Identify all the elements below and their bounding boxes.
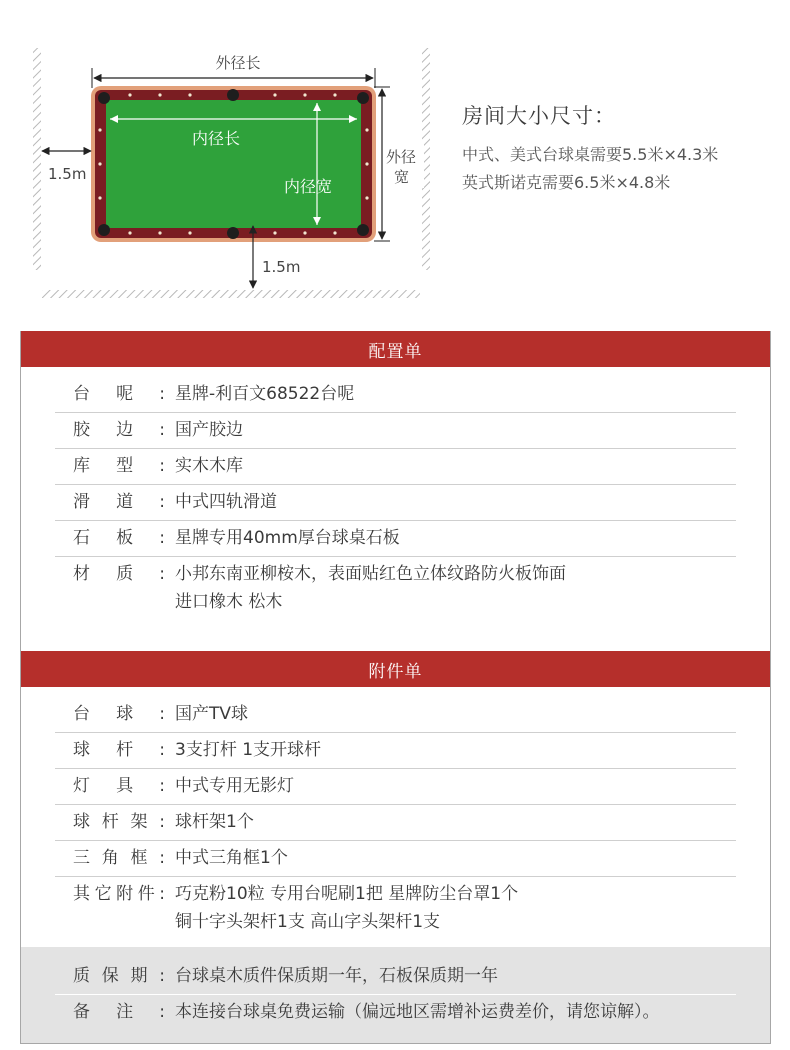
config-row-felt bbox=[55, 377, 736, 413]
bottom-gap-label: 1.5m bbox=[262, 258, 301, 276]
pool-table bbox=[91, 86, 376, 242]
row-value: 本连接台球桌免费运输（偏远地区需增补运费差价，请您谅解）。 bbox=[175, 1002, 660, 1022]
row-value: 国产TV球 bbox=[175, 704, 249, 724]
config-row-cushion bbox=[55, 413, 736, 449]
pocket-bottom-right bbox=[357, 224, 369, 236]
config-row-ball-return bbox=[55, 485, 736, 521]
row-label: 石板: bbox=[73, 528, 165, 548]
row-value: 中式三角框1个 bbox=[175, 848, 288, 868]
accessory-row-others bbox=[55, 877, 736, 940]
left-gap-label: 1.5m bbox=[48, 165, 87, 183]
accessories-list-title: 附件单 bbox=[21, 651, 770, 687]
row-value: 中式四轨滑道 bbox=[175, 492, 277, 512]
warranty-row bbox=[55, 959, 736, 995]
pocket-top-left bbox=[98, 92, 110, 104]
room-size-line-2: 英式斯诺克需要6.5米×4.8米 bbox=[462, 173, 671, 192]
accessory-row-balls bbox=[55, 697, 736, 733]
row-value: 星牌-利百文68522台呢 bbox=[175, 384, 355, 404]
row-value: 台球桌木质件保质期一年，石板保质期一年 bbox=[175, 966, 498, 986]
outer-length-label: 外径长 bbox=[215, 54, 261, 72]
accessory-row-cue-rack bbox=[55, 805, 736, 841]
config-row-material bbox=[55, 557, 736, 620]
accessory-row-triangle bbox=[55, 841, 736, 877]
pocket-top-middle bbox=[227, 89, 239, 101]
accessory-row-light bbox=[55, 769, 736, 805]
row-value-line-2: 铜十字头架杆1支 高山字头架杆1支 bbox=[175, 912, 441, 932]
row-label: 灯具: bbox=[73, 776, 165, 796]
row-label: 滑道: bbox=[73, 492, 165, 512]
wall-left bbox=[33, 48, 41, 270]
row-value-line-2: 进口橡木 松木 bbox=[175, 592, 283, 612]
pocket-bottom-left bbox=[98, 224, 110, 236]
row-label: 材质: bbox=[73, 564, 165, 584]
row-label: 质保期: bbox=[73, 966, 165, 986]
pocket-top-right bbox=[357, 92, 369, 104]
row-value bbox=[175, 883, 736, 933]
row-value: 实木木库 bbox=[175, 456, 243, 476]
pocket-bottom-middle bbox=[227, 227, 239, 239]
room-size-line-1: 中式、美式台球桌需要5.5米×4.3米 bbox=[462, 145, 719, 164]
config-list-title: 配置单 bbox=[21, 331, 770, 367]
row-value: 星牌专用40mm厚台球桌石板 bbox=[175, 528, 400, 548]
row-value-line-1: 巧克粉10粒 专用台呢刷1把 星牌防尘台罩1个 bbox=[175, 884, 519, 904]
notes-section bbox=[20, 947, 771, 1044]
config-list bbox=[20, 331, 771, 651]
row-value-line-1: 小邦东南亚柳桉木，表面贴红色立体纹路防火板饰面 bbox=[175, 564, 566, 584]
accessories-list bbox=[20, 651, 771, 947]
inner-length-label: 内径长 bbox=[191, 129, 241, 148]
remark-row bbox=[55, 995, 736, 1030]
row-label: 胶边: bbox=[73, 420, 165, 440]
row-label: 其它附件: bbox=[73, 884, 165, 904]
outer-width-label-2: 宽 bbox=[394, 168, 410, 186]
row-label: 球杆: bbox=[73, 740, 165, 760]
wall-bottom bbox=[42, 290, 420, 298]
row-label: 台呢: bbox=[73, 384, 165, 404]
inner-width-label: 内径宽 bbox=[283, 177, 333, 196]
outer-width-label-1: 外径 bbox=[386, 148, 417, 166]
config-row-rail bbox=[55, 449, 736, 485]
row-value: 国产胶边 bbox=[175, 420, 243, 440]
row-value bbox=[175, 563, 736, 613]
accessory-row-cues bbox=[55, 733, 736, 769]
row-value: 3支打杆 1支开球杆 bbox=[175, 740, 322, 760]
config-row-slate bbox=[55, 521, 736, 557]
row-value: 中式专用无影灯 bbox=[175, 776, 294, 796]
row-value: 球杆架1个 bbox=[175, 812, 254, 832]
row-label: 台球: bbox=[73, 704, 165, 724]
row-label: 备注: bbox=[73, 1002, 165, 1022]
row-label: 库型: bbox=[73, 456, 165, 476]
room-size-title: 房间大小尺寸： bbox=[462, 104, 616, 128]
row-label: 三角框: bbox=[73, 848, 165, 868]
row-label: 球杆架: bbox=[73, 812, 165, 832]
